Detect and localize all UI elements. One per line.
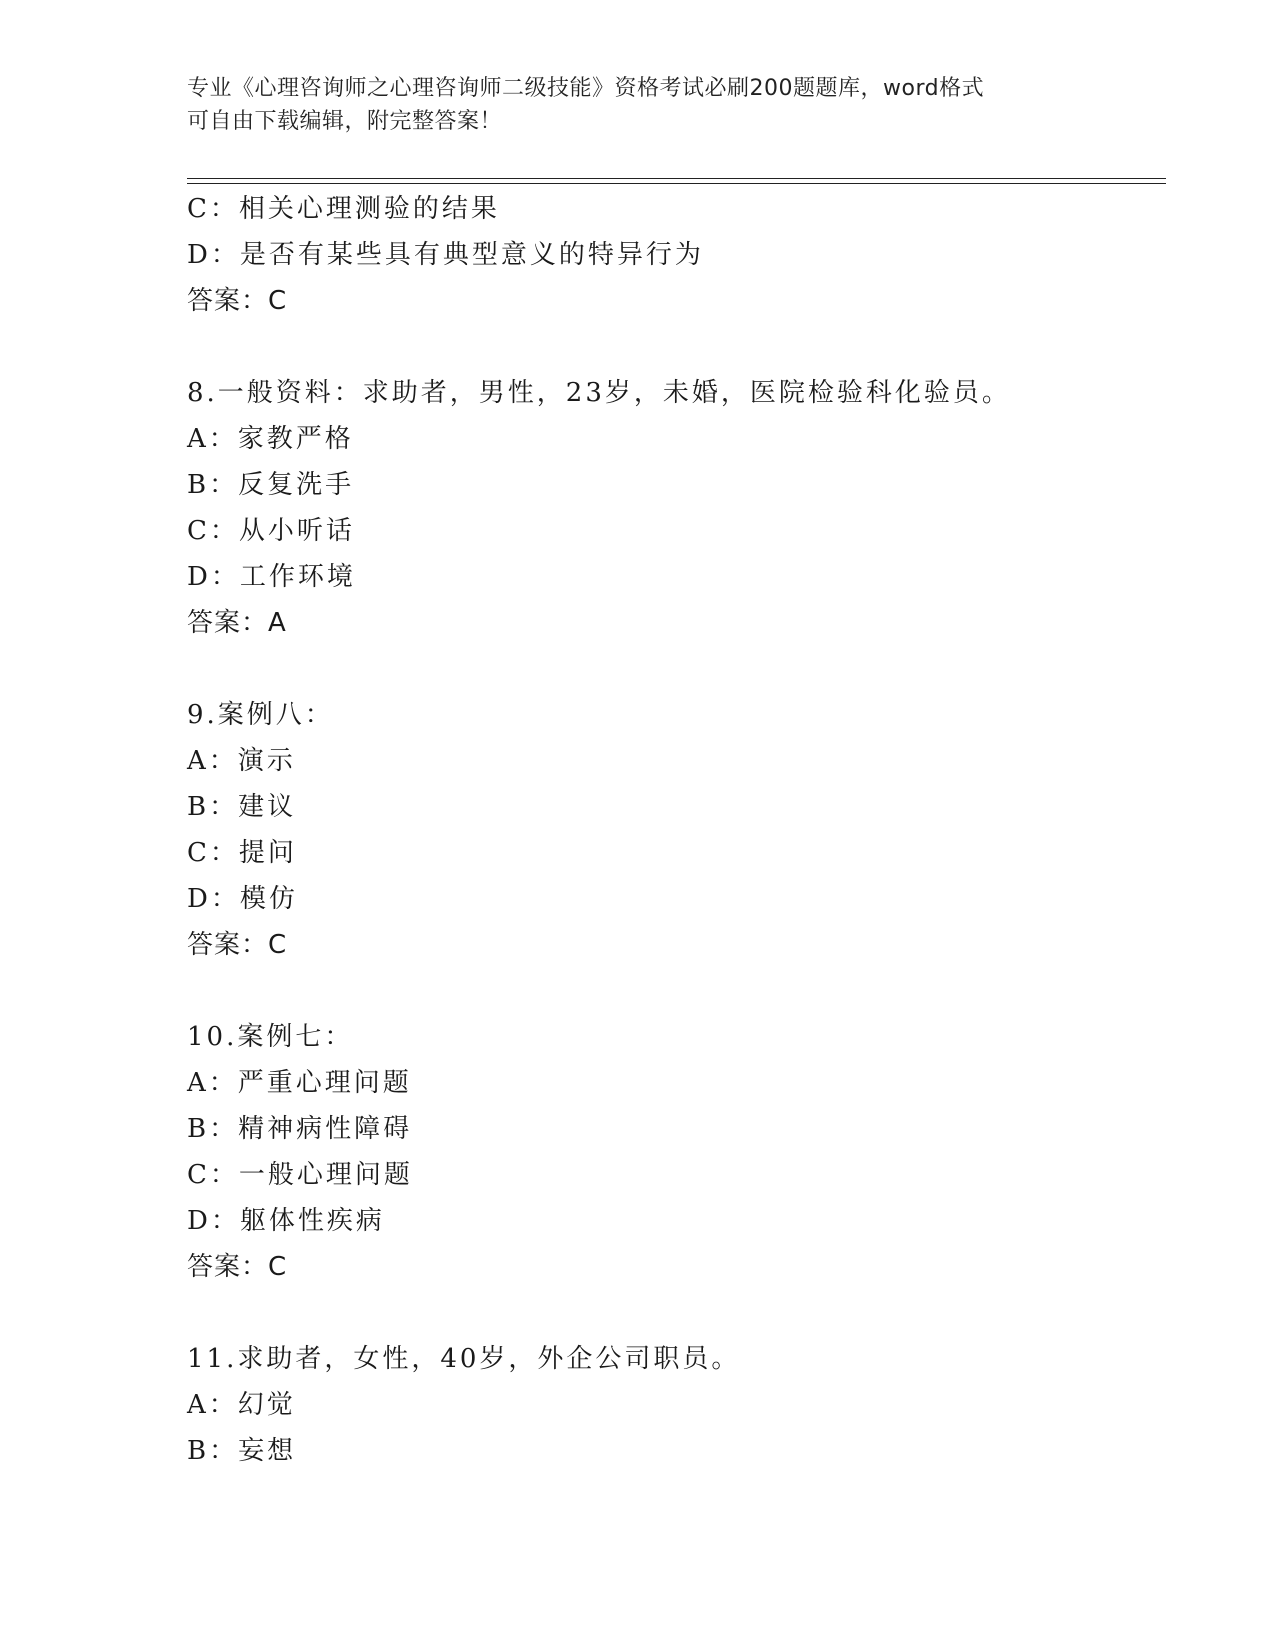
answer: 答案：C bbox=[187, 930, 288, 960]
option-c: C：提问 bbox=[187, 838, 297, 868]
question-10 bbox=[187, 1014, 1147, 1290]
option-d: D：躯体性疾病 bbox=[187, 1206, 385, 1236]
header-divider-top bbox=[187, 178, 1166, 179]
header-divider-bottom bbox=[187, 183, 1166, 184]
question-9 bbox=[187, 692, 1147, 968]
option-c: C：从小听话 bbox=[187, 516, 355, 546]
question-list bbox=[187, 186, 1147, 1474]
option-b: B：精神病性障碍 bbox=[187, 1114, 413, 1144]
spacer bbox=[187, 1290, 1147, 1336]
question-8 bbox=[187, 370, 1147, 646]
spacer bbox=[187, 646, 1147, 692]
option-d: D：工作环境 bbox=[187, 562, 356, 592]
header-line-1: 专业《心理咨询师之心理咨询师二级技能》资格考试必刷200题题库，word格式 bbox=[187, 76, 985, 101]
option-a: A：严重心理问题 bbox=[187, 1068, 412, 1098]
header-line-2: 可自由下载编辑，附完整答案！ bbox=[187, 109, 503, 134]
option-a: A：家教严格 bbox=[187, 424, 354, 454]
option-b: B：反复洗手 bbox=[187, 470, 355, 500]
option-b: B：建议 bbox=[187, 792, 297, 822]
question-text: 9.案例八： bbox=[187, 700, 334, 730]
document-header bbox=[187, 72, 1087, 138]
option-a: A：演示 bbox=[187, 746, 296, 776]
option-d: D：模仿 bbox=[187, 884, 298, 914]
option-a: A：幻觉 bbox=[187, 1390, 296, 1420]
question-text: 8.一般资料：求助者，男性，23岁，未婚，医院检验科化验员。 bbox=[187, 378, 1011, 408]
answer: 答案：A bbox=[187, 608, 287, 638]
question-text: 11.求助者，女性，40岁，外企公司职员。 bbox=[187, 1344, 741, 1374]
answer: 答案：C bbox=[187, 286, 288, 316]
spacer bbox=[187, 324, 1147, 370]
answer: 答案：C bbox=[187, 1252, 288, 1282]
question-text: 10.案例七： bbox=[187, 1022, 354, 1052]
question-7-tail bbox=[187, 186, 1147, 324]
question-11 bbox=[187, 1336, 1147, 1474]
option-d: D：是否有某些具有典型意义的特异行为 bbox=[187, 240, 704, 270]
option-c: C：一般心理问题 bbox=[187, 1160, 413, 1190]
spacer bbox=[187, 968, 1147, 1014]
option-b: B：妄想 bbox=[187, 1436, 297, 1466]
option-c: C：相关心理测验的结果 bbox=[187, 194, 500, 224]
